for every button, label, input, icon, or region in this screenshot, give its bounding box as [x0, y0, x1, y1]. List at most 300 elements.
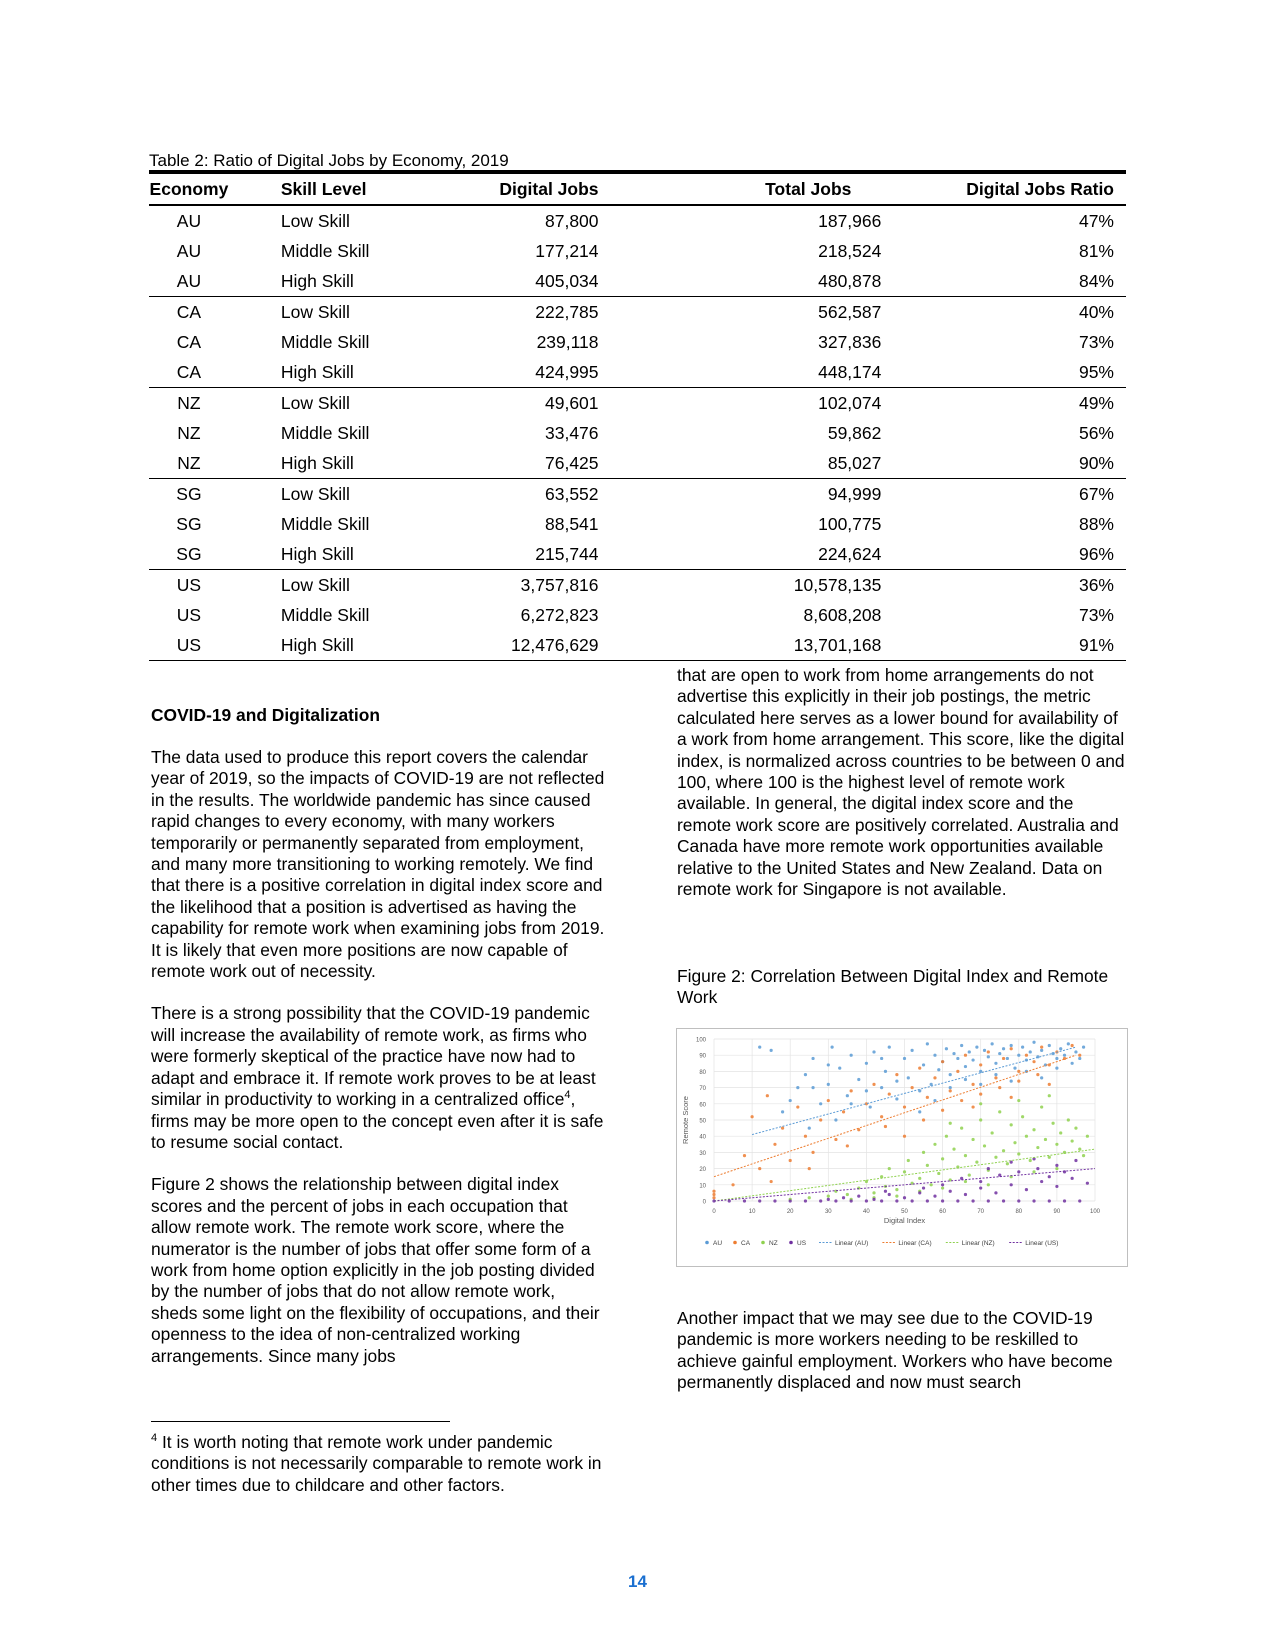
cell-skill-level: High Skill	[229, 266, 439, 297]
y-tick-label: 60	[699, 1102, 706, 1109]
point-au	[1074, 1050, 1077, 1053]
point-ca	[758, 1167, 761, 1170]
point-au	[1067, 1042, 1070, 1045]
paragraph-covid-impact: The data used to produce this report covers the calendar year of 2019, so the impacts of COVID-19 are not reflected in the results. The worldwide pandemic has since caused rapid changes to every economy, with many workers temporarily or permanently separated from employment, and many more transitioning to working remotely. We find that there is a positive correlation in digital index score and the likelihood that a position is advertised as having the capability for remote work when examining jobs from 2019. It is likely that even more positions are now capable of remote work out of necessity.	[151, 747, 605, 982]
cell-economy: CA	[176, 331, 202, 352]
point-nz	[895, 1188, 898, 1191]
point-au	[1032, 1041, 1035, 1044]
cell-digital-jobs-ratio: 84%	[881, 266, 1126, 297]
point-ca	[834, 1138, 837, 1141]
point-ca	[884, 1125, 887, 1128]
point-ca	[979, 1063, 982, 1066]
point-us	[1074, 1159, 1077, 1162]
point-us	[804, 1199, 807, 1202]
point-au	[884, 1070, 887, 1073]
point-au	[838, 1067, 841, 1070]
point-au	[850, 1054, 853, 1057]
table-row	[149, 448, 1126, 479]
point-nz	[991, 1131, 994, 1134]
point-nz	[1074, 1127, 1077, 1130]
point-ca	[811, 1151, 814, 1154]
cell-economy: US	[176, 604, 202, 625]
point-us	[865, 1199, 868, 1202]
point-us	[884, 1190, 887, 1193]
table-row	[149, 539, 1126, 570]
cell-digital-jobs: 222,785	[535, 301, 599, 322]
y-tick-label: 10	[699, 1183, 706, 1190]
cell-skill-level: Middle Skill	[280, 331, 370, 352]
point-au	[865, 1089, 868, 1092]
cell-digital-jobs: 215,744	[439, 539, 598, 570]
point-us	[1048, 1175, 1051, 1178]
point-us	[987, 1199, 990, 1202]
point-ca	[781, 1127, 784, 1130]
point-ca	[911, 1086, 914, 1089]
point-ca	[1040, 1046, 1043, 1049]
point-au	[945, 1047, 948, 1050]
legend-marker-au	[705, 1241, 709, 1245]
cell-digital-jobs: 405,034	[439, 266, 598, 297]
point-au	[933, 1099, 936, 1102]
cell-total-jobs: 218,524	[818, 240, 882, 261]
point-ca	[766, 1094, 769, 1097]
point-nz	[933, 1143, 936, 1146]
point-au	[850, 1102, 853, 1105]
cell-digital-jobs-ratio: 40%	[1078, 301, 1114, 322]
point-nz	[937, 1172, 940, 1175]
cell-skill-level: Low Skill	[280, 392, 350, 413]
cell-skill-level: Low Skill	[280, 483, 350, 504]
point-ca	[1048, 1083, 1051, 1086]
point-ca	[987, 1050, 990, 1053]
point-ca	[773, 1143, 776, 1146]
y-tick-label: 40	[699, 1134, 706, 1141]
point-us	[1055, 1164, 1058, 1167]
point-us	[1040, 1180, 1043, 1183]
point-au	[964, 1078, 967, 1081]
cell-skill-level: High Skill	[229, 448, 439, 479]
point-nz	[941, 1186, 944, 1189]
cell-digital-jobs-ratio: 95%	[881, 357, 1126, 388]
legend-marker-nz	[761, 1241, 765, 1245]
point-us	[773, 1199, 776, 1202]
point-au	[819, 1102, 822, 1105]
point-us	[743, 1199, 746, 1202]
cell-economy: US	[149, 630, 229, 661]
point-nz	[930, 1183, 933, 1186]
cell-economy: AU	[149, 266, 229, 297]
point-au	[1078, 1057, 1081, 1060]
point-au	[1010, 1044, 1013, 1047]
point-ca	[880, 1115, 883, 1118]
point-us	[758, 1199, 761, 1202]
point-au	[796, 1086, 799, 1089]
table-row	[149, 327, 1126, 357]
point-nz	[926, 1164, 929, 1167]
point-ca	[743, 1154, 746, 1157]
cell-digital-jobs-ratio: 47%	[1078, 210, 1114, 231]
point-us	[880, 1199, 883, 1202]
point-au	[1013, 1067, 1016, 1070]
point-ca	[712, 1196, 715, 1199]
point-nz	[987, 1183, 990, 1186]
cell-digital-jobs-ratio: 36%	[1078, 574, 1114, 595]
cell-skill-level: High Skill	[229, 630, 439, 661]
cell-economy: US	[176, 574, 202, 595]
point-us	[857, 1195, 860, 1198]
point-ca	[842, 1110, 845, 1113]
cell-skill-level: High Skill	[229, 539, 439, 570]
chart-points	[712, 1041, 1089, 1203]
point-ca	[971, 1083, 974, 1086]
point-ca	[933, 1076, 936, 1079]
x-tick-label: 40	[863, 1209, 870, 1215]
chart-ticks	[696, 1038, 1101, 1216]
point-nz	[952, 1148, 955, 1151]
point-au	[907, 1076, 910, 1079]
point-ca	[1010, 1096, 1013, 1099]
point-ca	[1071, 1044, 1074, 1047]
point-nz	[903, 1170, 906, 1173]
cell-digital-jobs: 3,757,816	[520, 574, 599, 595]
cell-total-jobs: 13,701,168	[599, 630, 882, 661]
point-au	[1002, 1047, 1005, 1050]
footnote	[151, 1432, 606, 1496]
point-au	[834, 1118, 837, 1121]
header-economy: Economy	[149, 172, 229, 205]
point-nz	[1055, 1143, 1058, 1146]
point-nz	[1025, 1135, 1028, 1138]
point-us	[994, 1191, 997, 1194]
point-ca	[979, 1092, 982, 1095]
cell-digital-jobs-ratio: 96%	[881, 539, 1126, 570]
point-au	[1010, 1080, 1013, 1083]
point-au	[926, 1042, 929, 1045]
point-au	[1040, 1049, 1043, 1052]
point-nz	[998, 1110, 1001, 1113]
y-tick-label: 50	[699, 1118, 706, 1125]
cell-digital-jobs: 88,541	[545, 513, 599, 534]
point-nz	[971, 1138, 974, 1141]
point-ca	[827, 1099, 830, 1102]
cell-digital-jobs-ratio: 56%	[1078, 422, 1114, 443]
point-us	[789, 1199, 792, 1202]
point-au	[998, 1052, 1001, 1055]
point-ca	[956, 1070, 959, 1073]
point-ca	[804, 1135, 807, 1138]
point-au	[994, 1062, 997, 1065]
point-au	[1059, 1047, 1062, 1050]
paragraph-figure-description: Figure 2 shows the relationship between digital index scores and the percent of jobs in each occupation that allow remote work. The remote work score, where the numerator is the number of jobs that offer some form of a work from home option explicitly in the job posting divided by the number of jobs that do not allow remote work, sheds some light on the flexibility of occupations, and their openness to the idea of non-centralized working arrangements. Since many jobs	[151, 1174, 600, 1366]
point-us	[903, 1196, 906, 1199]
point-ca	[712, 1190, 715, 1193]
table-row	[149, 418, 1126, 448]
cell-total-jobs: 448,174	[599, 357, 882, 388]
point-au	[1006, 1057, 1009, 1060]
cell-digital-jobs: 76,425	[439, 448, 598, 479]
point-ca	[872, 1083, 875, 1086]
point-ca	[903, 1135, 906, 1138]
footnote-reference: 4	[564, 1089, 571, 1102]
scatter-chart	[676, 1028, 1128, 1267]
point-nz	[1029, 1159, 1032, 1162]
point-us	[941, 1183, 944, 1186]
point-au	[895, 1097, 898, 1100]
point-au	[975, 1046, 978, 1049]
point-au	[808, 1127, 811, 1130]
point-nz	[922, 1151, 925, 1154]
point-au	[758, 1046, 761, 1049]
x-tick-label: 50	[901, 1209, 908, 1215]
point-ca	[994, 1076, 997, 1079]
point-nz	[827, 1195, 830, 1198]
point-au	[1017, 1054, 1020, 1057]
point-nz	[975, 1161, 978, 1164]
point-nz	[1071, 1139, 1074, 1142]
table-row	[149, 297, 1126, 328]
point-us	[956, 1199, 959, 1202]
point-au	[804, 1073, 807, 1076]
point-au	[869, 1105, 872, 1108]
cell-skill-level: Middle Skill	[280, 513, 370, 534]
point-au	[956, 1057, 959, 1060]
point-us	[949, 1190, 952, 1193]
table-body	[149, 205, 1126, 661]
point-ca	[1017, 1080, 1020, 1083]
x-axis-label: Digital Index	[883, 1216, 926, 1225]
point-ca	[941, 1109, 944, 1112]
digital-jobs-table	[149, 170, 1126, 661]
cell-total-jobs: 100,775	[818, 513, 882, 534]
point-ca	[1078, 1054, 1081, 1057]
point-nz	[941, 1157, 944, 1160]
point-nz	[1082, 1154, 1085, 1157]
point-ca	[998, 1086, 1001, 1089]
paragraph-remote-possibility-text-end: , firms may be more open to the concept even after it is safe to resume social contact.	[151, 1089, 604, 1152]
legend-label: NZ	[769, 1240, 778, 1247]
point-us	[1071, 1177, 1074, 1180]
point-nz	[1086, 1135, 1089, 1138]
point-au	[770, 1049, 773, 1052]
legend-label: Linear (NZ)	[961, 1240, 995, 1247]
point-ca	[850, 1089, 853, 1092]
cell-digital-jobs-ratio: 91%	[881, 630, 1126, 661]
table-row	[149, 509, 1126, 539]
point-ca	[846, 1144, 849, 1147]
point-au	[949, 1086, 952, 1089]
y-axis-label: Remote Score	[681, 1096, 690, 1144]
cell-skill-level: Low Skill	[280, 574, 350, 595]
cell-digital-jobs: 49,601	[545, 392, 599, 413]
point-us	[1055, 1185, 1058, 1188]
y-tick-label: 0	[702, 1199, 706, 1206]
point-au	[781, 1110, 784, 1113]
point-nz	[964, 1154, 967, 1157]
point-nz	[960, 1127, 963, 1130]
point-ca	[1010, 1047, 1013, 1050]
point-us	[1048, 1199, 1051, 1202]
point-au	[1063, 1054, 1066, 1057]
point-au	[888, 1046, 891, 1049]
point-au	[880, 1057, 883, 1060]
table-row	[149, 266, 1126, 297]
x-tick-label: 10	[748, 1209, 756, 1215]
cell-total-jobs: 187,966	[818, 210, 882, 231]
point-nz	[1017, 1152, 1020, 1155]
point-au	[933, 1054, 936, 1057]
point-ca	[1002, 1057, 1005, 1060]
point-au	[949, 1073, 952, 1076]
point-nz	[1059, 1131, 1062, 1134]
cell-skill-level: Middle Skill	[280, 422, 370, 443]
cell-economy: SG	[176, 483, 202, 504]
point-ca	[712, 1193, 715, 1196]
point-nz	[1036, 1146, 1039, 1149]
point-au	[1048, 1044, 1051, 1047]
cell-digital-jobs-ratio: 90%	[881, 448, 1126, 479]
point-nz	[964, 1180, 967, 1183]
point-nz	[808, 1196, 811, 1199]
x-tick-label: 100	[1089, 1209, 1101, 1215]
cell-total-jobs: 8,608,208	[803, 604, 882, 625]
cell-total-jobs: 562,587	[818, 301, 882, 322]
point-au	[911, 1049, 914, 1052]
point-au	[827, 1063, 830, 1066]
point-ca	[926, 1096, 929, 1099]
point-au	[922, 1063, 925, 1066]
table-caption: Table 2: Ratio of Digital Jobs by Economy, 2019	[149, 151, 509, 170]
x-tick-label: 60	[939, 1209, 946, 1215]
page-number: 14	[628, 1572, 647, 1591]
point-ca	[971, 1105, 974, 1108]
cell-economy: NZ	[177, 422, 201, 443]
point-nz	[846, 1193, 849, 1196]
cell-economy: CA	[149, 357, 229, 388]
y-tick-label: 90	[699, 1053, 706, 1060]
point-nz	[1021, 1115, 1024, 1118]
point-us	[1002, 1199, 1005, 1202]
cell-digital-jobs-ratio: 73%	[1078, 331, 1114, 352]
point-nz	[949, 1122, 952, 1125]
point-nz	[1002, 1149, 1005, 1152]
cell-economy: SG	[149, 539, 229, 570]
cell-economy: NZ	[177, 392, 201, 413]
point-ca	[888, 1092, 891, 1095]
point-nz	[1032, 1170, 1035, 1173]
point-au	[979, 1070, 982, 1073]
point-us	[819, 1199, 822, 1202]
point-us	[850, 1199, 853, 1202]
point-au	[968, 1050, 971, 1053]
footnote-divider	[151, 1421, 450, 1422]
x-tick-label: 20	[786, 1209, 794, 1215]
header-skill-level: Skill Level	[229, 172, 439, 205]
chart-grid	[714, 1039, 1095, 1201]
point-us	[1063, 1199, 1066, 1202]
cell-total-jobs: 224,624	[599, 539, 882, 570]
cell-digital-jobs: 12,476,629	[439, 630, 598, 661]
point-nz	[1040, 1105, 1043, 1108]
point-ca	[922, 1118, 925, 1121]
x-tick-label: 80	[1015, 1209, 1023, 1215]
legend-label: Linear (AU)	[835, 1240, 869, 1247]
x-tick-label: 90	[1053, 1209, 1061, 1215]
cell-economy: CA	[176, 301, 202, 322]
paragraph-remote-possibility-text: There is a strong possibility that the COVID-19 pandemic will increase the availability of remote work, as firms who were formerly skeptical of the practice have now had to adapt and embrace it. If remote work proves to be at least similar in productivity to working in a centralized office	[151, 1003, 596, 1110]
chart-svg	[677, 1029, 1127, 1266]
legend-marker-ca	[733, 1241, 737, 1245]
point-nz	[1051, 1122, 1054, 1125]
point-nz	[1006, 1162, 1009, 1165]
table-row	[149, 570, 1126, 601]
header-digital-jobs-ratio: Digital Jobs Ratio	[881, 172, 1126, 205]
point-nz	[979, 1118, 982, 1121]
legend-marker-us	[789, 1241, 793, 1245]
point-us	[1086, 1182, 1089, 1185]
point-nz	[907, 1159, 910, 1162]
cell-digital-jobs: 239,118	[536, 331, 599, 352]
cell-total-jobs: 102,074	[818, 392, 882, 413]
left-column	[151, 705, 606, 1367]
cell-skill-level: Middle Skill	[280, 604, 370, 625]
cell-digital-jobs: 63,552	[545, 483, 599, 504]
point-au	[994, 1073, 997, 1076]
cell-total-jobs: 94,999	[827, 483, 882, 504]
cell-skill-level: High Skill	[229, 357, 439, 388]
cell-economy: AU	[176, 210, 202, 231]
point-ca	[770, 1180, 773, 1183]
legend-label: Linear (US)	[1025, 1240, 1059, 1247]
point-nz	[1013, 1141, 1016, 1144]
y-tick-label: 20	[699, 1167, 706, 1174]
point-au	[857, 1078, 860, 1081]
point-us	[872, 1198, 875, 1201]
cell-digital-jobs: 424,995	[439, 357, 598, 388]
point-au	[979, 1083, 982, 1086]
cell-skill-level: Low Skill	[280, 210, 350, 231]
point-us	[827, 1198, 830, 1201]
cell-total-jobs: 59,862	[827, 422, 882, 443]
point-ca	[918, 1067, 921, 1070]
point-au	[991, 1042, 994, 1045]
table-row	[149, 600, 1126, 630]
cell-digital-jobs-ratio: 73%	[1078, 604, 1114, 625]
legend-label: AU	[713, 1240, 723, 1247]
table-header-row	[149, 172, 1126, 205]
point-us	[1017, 1170, 1020, 1173]
point-ca	[751, 1115, 754, 1118]
point-nz	[994, 1156, 997, 1159]
x-tick-label: 0	[712, 1209, 716, 1215]
y-tick-label: 70	[699, 1086, 706, 1093]
cell-digital-jobs: 177,214	[535, 240, 599, 261]
chart-legend	[705, 1240, 1058, 1247]
point-nz	[1078, 1148, 1081, 1151]
point-ca	[789, 1159, 792, 1162]
right-column	[677, 665, 1132, 900]
cell-total-jobs: 85,027	[599, 448, 882, 479]
point-au	[960, 1044, 963, 1047]
point-ca	[1025, 1054, 1028, 1057]
point-us	[834, 1199, 837, 1202]
point-us	[979, 1186, 982, 1189]
point-au	[865, 1062, 868, 1065]
cell-digital-jobs-ratio: 67%	[1078, 483, 1114, 504]
point-us	[971, 1199, 974, 1202]
header-digital-jobs: Digital Jobs	[439, 172, 598, 205]
table-row	[149, 357, 1126, 388]
cell-skill-level: Low Skill	[280, 301, 350, 322]
